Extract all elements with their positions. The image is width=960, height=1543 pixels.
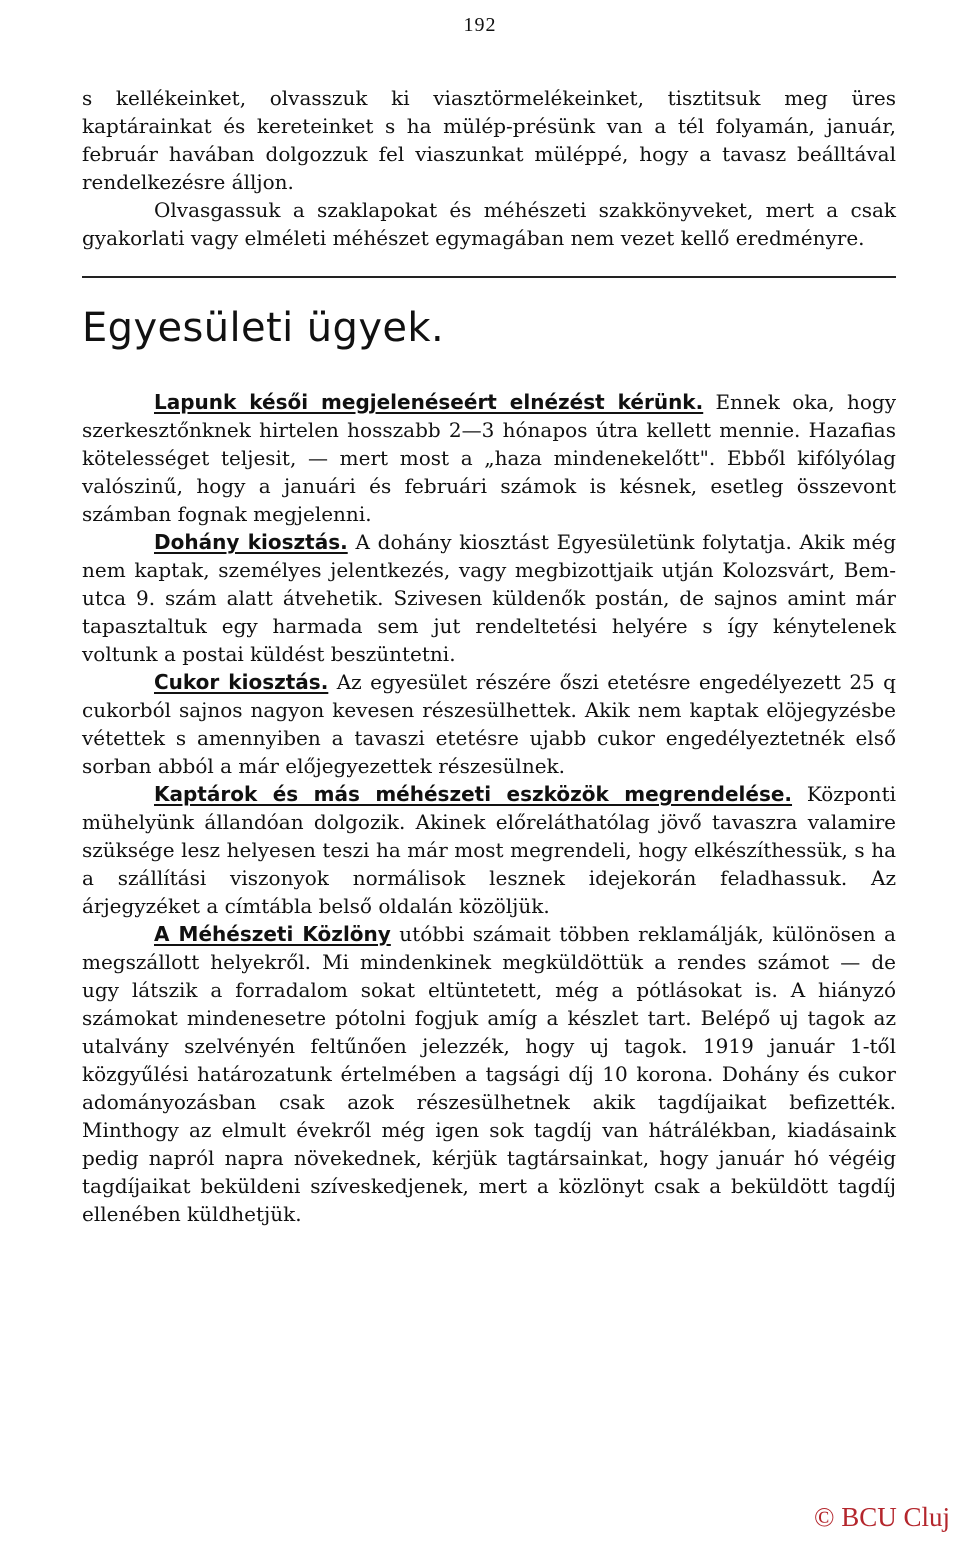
- article-paragraph: [82, 668, 896, 780]
- article-heading: Cukor kiosztás.: [154, 670, 329, 694]
- article-hive-orders: [82, 780, 896, 920]
- article-body: Központi mühelyünk állandóan dolgozik. Akinek előreláthatólag jövő tavaszra valamire szüksége lesz helyesen teszi ha már most megrendeli, hogy elkészíthessük, s ha a szállítási viszonyok normálisok lesznek idejekorán feladhassuk. Az árjegyzéket a címtábla belső oldalán közöljük.: [82, 782, 897, 918]
- section-heading: Egyesületi ügyek.: [82, 305, 445, 351]
- article-sugar-distribution: [82, 668, 896, 780]
- article-journal-notice: [82, 920, 896, 1228]
- article-body: A dohány kiosztást Egyesületünk folytatja. Akik még nem kaptak, személyes jelentkezés, vagy megbizottjaik utján Kolozsvárt, Bem-utca 9. szám alatt átvehetik. Szivesen küldenők postán, de sajnos amint már tapasztaltuk egy harmada sem jut rendeltetési helyére s így kénytelenek voltunk a postai küldést beszüntetni.: [82, 530, 896, 666]
- article-tobacco-distribution: [82, 528, 896, 668]
- article-paragraph: [82, 920, 896, 1228]
- intro-text: [82, 84, 896, 252]
- copyright-watermark: © BCU Cluj: [813, 1502, 950, 1532]
- intro-paragraph-2: Olvasgassuk a szaklapokat és méhészeti szakkönyveket, mert a csak gyakorlati vagy elméleti méhészet egymagában nem vezet kellő eredményre.: [82, 198, 896, 250]
- section-divider: [82, 276, 896, 278]
- article-heading: Kaptárok és más méhészeti eszközök megrendelése.: [154, 782, 793, 806]
- article-paragraph: [82, 388, 896, 528]
- intro-paragraph-1: s kellékeinket, olvasszuk ki viasztörmelékeinket, tisztitsuk meg üres kaptárainkat és kereteinket s ha mülép-présünk van a tél folyamán, január, február havában dolgozzuk fel viaszunkat müléppé, hogy a tavasz beálltával rendelkezésre álljon.: [82, 86, 896, 194]
- article-delay-notice: [82, 388, 896, 528]
- article-heading: A Méhészeti Közlöny: [154, 922, 391, 946]
- document-page: [82, 84, 896, 1228]
- article-body: Ennek oka, hogy szerkesztőnknek hirtelen hosszabb 2—3 hónapos útra kellett mennie. Hazafias kötelességet teljesit, — mert most a „haza mindenekelőtt". Ebből kifólyólag valószinű, hogy a januári és februári számok is késnek, esetleg összevont számban fognak megjelenni.: [82, 390, 897, 526]
- article-heading: Dohány kiosztás.: [154, 530, 348, 554]
- page-number: 192: [463, 14, 497, 36]
- article-heading: Lapunk késői megjelenéseért elnézést kérünk.: [154, 390, 704, 414]
- article-body: Az egyesület részére őszi etetésre engedélyezett 25 q cukorból sajnos nagyon kevesen részesülhettek. Akik nem kaptak elöjegyzésbe vétettek s amennyiben a tavaszi etetésre ujabb cukor engedélyeztetnék első sorban abból a már előjegyezettek részesülnek.: [82, 670, 896, 778]
- article-body: utóbbi számait többen reklamálják, különösen a megszállott helyekről. Mi mindenkinek megküldöttük a rendes számot — de ugy látszik a forradalom sokat eltüntetett, még a pótlásokat is. A hiányzó számokat mindenesetre pótolni fogjuk amíg a készlet tart. Belépő uj tagok az utalvány szelvényén feltűnően jelezzék, hogy uj tagok. 1919 január 1-től közgyűlési határozatunk értelmében a tagsági díj 10 korona. Dohány és cukor adományozásban csak azok részesülhetnek akik tagdíjaikat befizették. Minthogy az elmult évekről még igen sok tagdíj van hátrálékban, kiadásaink pedig napról napra növekednek, kérjük tagtársainkat, hogy január hó végéig tagdíjaikat beküldeni szíveskedjenek, mert a közlönyt csak a beküldött tagdíj ellenében küldhetjük.: [82, 922, 896, 1226]
- article-paragraph: [82, 528, 896, 668]
- article-paragraph: [82, 780, 896, 920]
